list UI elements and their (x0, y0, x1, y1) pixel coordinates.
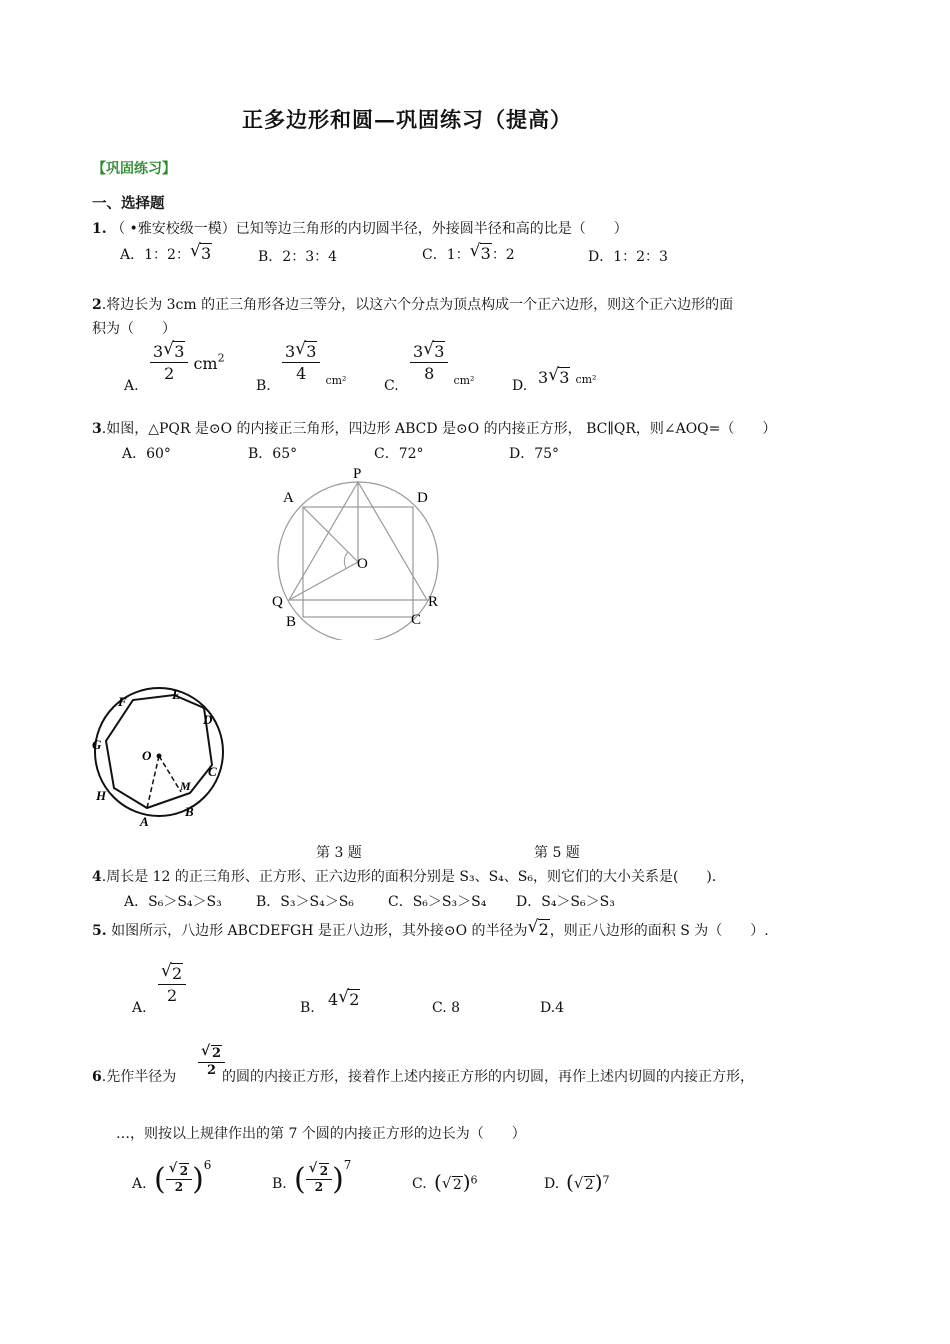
question-2-line2: 积为（ ） (92, 321, 176, 337)
radicand: 3 (306, 342, 317, 361)
page-title: 正多边形和圆—巩固练习（提高） (242, 107, 572, 132)
segment-om (159, 756, 181, 792)
radicand: 2 (179, 1164, 189, 1178)
q5-option-a-label: A. (132, 1000, 147, 1016)
exponent: 7 (343, 1158, 352, 1172)
question-text-end: ，则正八边形的面积 S 为（ ）. (549, 923, 769, 939)
q1-option-b: B．2：3：4 (258, 249, 338, 265)
q3-option-c: C．72° (374, 446, 424, 462)
q4-option-a: A．S₆＞S₄＞S₃ (124, 894, 222, 910)
unit: cm² (575, 373, 597, 386)
q6-radius-fraction: √ 2 2 (198, 1046, 225, 1079)
denominator: 2 (314, 1180, 324, 1194)
q4-option-d: D．S₄＞S₆＞S₃ (516, 894, 615, 910)
q3-option-a: A．60° (122, 446, 171, 462)
denominator: 2 (207, 1063, 217, 1078)
figure-3-diagram (260, 460, 460, 640)
exponent: 6 (203, 1158, 212, 1172)
question-text: .先作半径为 (101, 1069, 177, 1085)
q5-option-b: 4 √ 2 (328, 987, 360, 1009)
q2-option-d: 3 √ 3 cm² (538, 365, 597, 387)
radicand: 2 (584, 1177, 594, 1193)
radicand: 3 (200, 244, 212, 263)
denominator: 2 (164, 364, 175, 383)
q2-option-c (410, 339, 475, 387)
q5-option-a (158, 961, 186, 1007)
q5-option-d: D.4 (540, 1000, 565, 1016)
question-2 (92, 294, 733, 314)
question-number: 3 (92, 421, 102, 437)
question-text: 如图所示，八边形 ABCDEFGH 是正八边形，其外接⊙O 的半径为 (111, 923, 528, 939)
q1-option-d: D．1：2：3 (588, 249, 668, 265)
caption-figure-3: 第 3 题 (316, 845, 362, 861)
question-6-line2: …，则按以上规律作出的第 7 个圆的内接正方形的边长为（ ） (116, 1126, 526, 1142)
q6-option-b: ( √ 2 2 )$^7$ (294, 1158, 352, 1197)
option-label: C．1： (422, 247, 470, 263)
question-1 (92, 218, 628, 238)
q6-option-c-label: C. (412, 1176, 427, 1192)
coefficient: 3 (285, 342, 296, 361)
unit: cm² (325, 374, 347, 387)
q1-option-c (422, 241, 515, 264)
q6-option-d: ( √ 2)$^7$ (566, 1170, 610, 1194)
question-number: 5. (92, 923, 107, 939)
option-text: ：2 (491, 247, 515, 263)
question-number: 6 (92, 1069, 102, 1085)
radicand: 2 (452, 1177, 462, 1193)
radicand: 2 (212, 1046, 222, 1061)
q6-option-b-label: B. (272, 1176, 287, 1192)
radicand: 3 (174, 342, 185, 361)
label-o: O (142, 748, 152, 763)
option-label: A． (120, 247, 145, 263)
q6-option-d-label: D. (544, 1176, 560, 1192)
option-text: 1：2： (144, 247, 190, 263)
question-number: 4 (92, 869, 102, 885)
q2-option-d-label: D. (512, 378, 528, 394)
q3-option-b: B．65° (248, 446, 298, 462)
label-c: C (208, 764, 217, 779)
label-g: G (92, 737, 102, 752)
label-a: A (140, 814, 149, 829)
label-d: D (417, 490, 428, 506)
question-6-text: 的圆的内接正方形，接着作上述内接正方形的内切圆，再作上述内切圆的内接正方形， (222, 1069, 754, 1085)
exponent: 2 (217, 351, 225, 365)
segment-oa (147, 756, 159, 808)
section-label: 【巩固练习】 (92, 161, 176, 177)
label-r: R (428, 594, 439, 610)
figure-5-diagram (86, 680, 236, 830)
radicand: 2 (319, 1164, 329, 1178)
q5-option-b-label: B. (300, 1000, 315, 1016)
label-c: C (411, 612, 422, 628)
q6-option-a: ( √ 2 2 )$^6$ (154, 1158, 212, 1197)
section-heading: 一、选择题 (92, 195, 165, 212)
segment-oa (303, 507, 358, 562)
sqrt-expression: √ 3 (189, 241, 212, 263)
q2-option-c-label: C. (384, 378, 399, 394)
radicand: 2 (172, 964, 183, 983)
label-e: E (172, 687, 181, 702)
label-b: B (286, 614, 297, 630)
label-h: H (96, 788, 107, 803)
sqrt-expression: √ 2 (527, 917, 549, 939)
radicand: 3 (480, 244, 491, 263)
denominator: 2 (167, 986, 178, 1005)
q4-option-b: B．S₃＞S₄＞S₆ (256, 894, 354, 910)
label-f: F (118, 694, 127, 709)
octagon (106, 695, 212, 808)
question-4 (92, 866, 726, 886)
unit: cm² (453, 374, 475, 387)
question-5 (92, 917, 769, 940)
center-point (157, 754, 162, 759)
question-text: .周长是 12 的正三角形、正方形、正六边形的面积分别是 S₃、S₄、S₆，则它们的大小关系是( )． (101, 869, 726, 885)
denominator: 8 (424, 364, 435, 383)
caption-figure-5: 第 5 题 (534, 845, 580, 861)
question-3 (92, 418, 776, 438)
coefficient: 3 (153, 342, 164, 361)
label-d: D (203, 712, 213, 727)
q2-option-b (282, 339, 347, 387)
label-p: P (353, 466, 362, 482)
fraction: 3 √ 3 2 (150, 342, 188, 385)
q3-option-d: D．75° (509, 446, 560, 462)
radicand: 3 (559, 368, 570, 387)
q6-option-a-label: A. (132, 1176, 147, 1192)
unit: cm (193, 354, 218, 373)
exponent: 7 (602, 1173, 610, 1187)
question-text: （ •雅安校级一模）已知等边三角形的内切圆半径，外接圆半径和高的比是（ ） (111, 221, 628, 237)
fraction: 3 √ 3 4 (282, 342, 320, 385)
coefficient: 3 (413, 342, 424, 361)
segment-oq (289, 562, 358, 600)
radicand: 2 (538, 920, 549, 939)
label-b: B (185, 804, 194, 819)
label-a: A (283, 490, 294, 506)
angle-mark (344, 552, 348, 568)
q2-option-b-label: B. (256, 378, 271, 394)
label-q: Q (272, 594, 283, 610)
fraction: 3 √ 3 8 (410, 342, 448, 385)
fraction: √ 2 2 (158, 964, 186, 1007)
q1-option-a (120, 241, 212, 264)
question-6-prefix (92, 1066, 176, 1086)
coefficient: 3 (538, 368, 549, 387)
q2-option-a (150, 339, 225, 385)
denominator: 2 (174, 1180, 184, 1194)
question-text: .如图，△PQR 是⊙O 的内接正三角形，四边形 ABCD 是⊙O 的内接正方形， BC∥QR，则∠AOQ=（ ） (101, 421, 777, 437)
question-number: 1. (92, 221, 107, 237)
denominator: 4 (296, 364, 307, 383)
exponent: 6 (470, 1173, 478, 1187)
radicand: 2 (349, 990, 360, 1009)
question-number: 2 (92, 297, 102, 313)
q5-option-c: C. 8 (432, 1000, 461, 1016)
q6-option-c: ( √ 2)$^6$ (434, 1170, 478, 1194)
question-text: .将边长为 3cm 的正三角形各边三等分，以这六个分点为顶点构成一个正六边形，则这个正六边形的面 (101, 297, 734, 313)
label-m: M (180, 779, 191, 793)
radicand: 3 (434, 342, 445, 361)
coefficient: 4 (328, 990, 339, 1009)
label-o: O (357, 556, 368, 572)
sqrt-expression: √ 3 (469, 241, 491, 263)
q4-option-c: C．S₆＞S₃＞S₄ (388, 894, 487, 910)
q2-option-a-label: A. (124, 378, 139, 394)
